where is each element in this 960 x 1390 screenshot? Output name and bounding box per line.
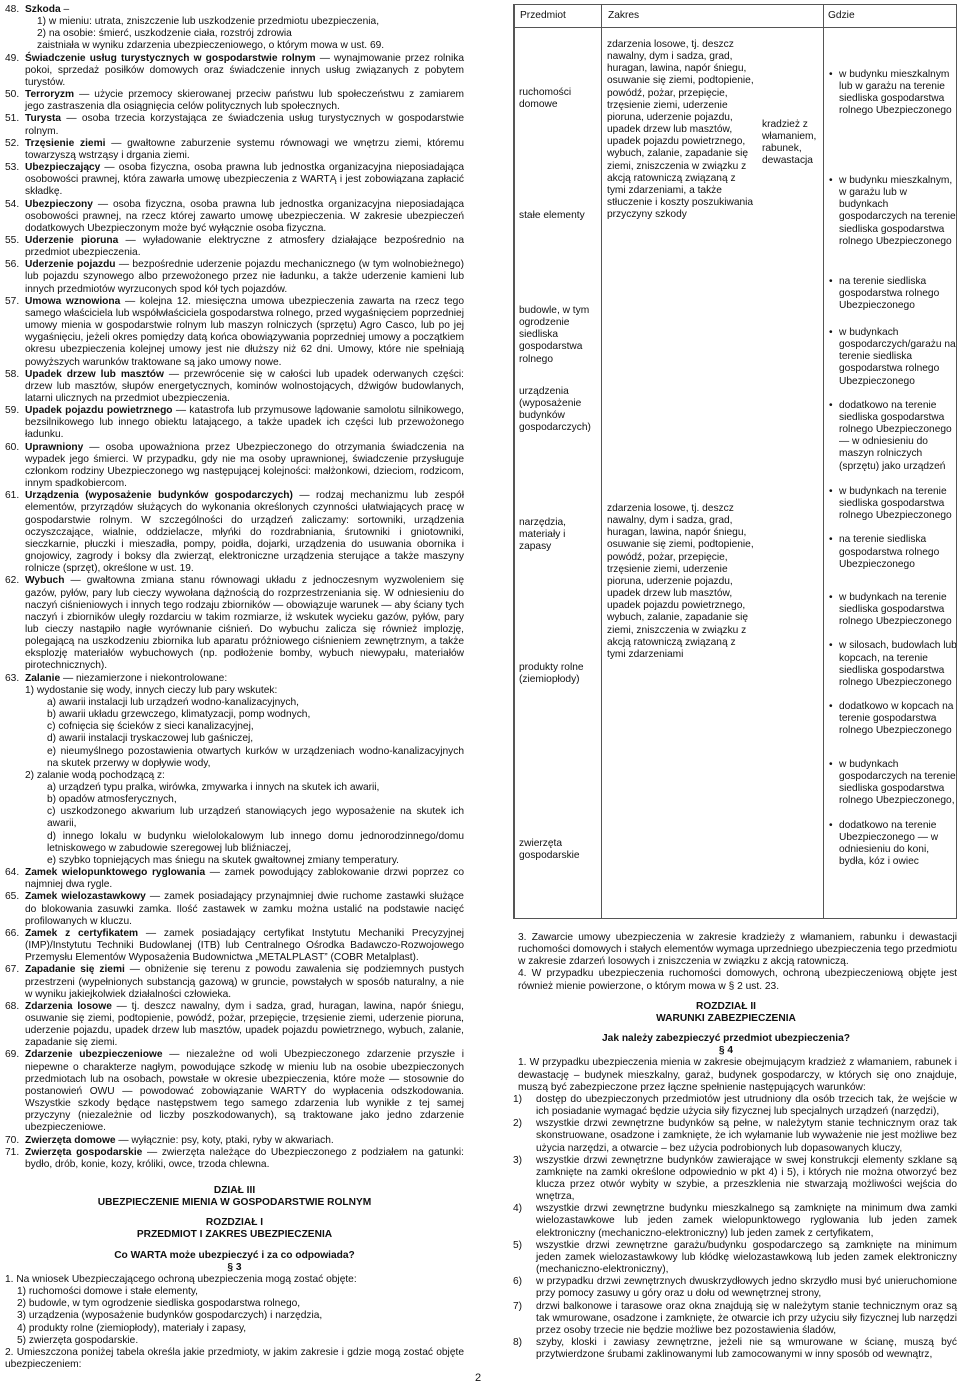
table-header-subject: Przedmiot (520, 10, 566, 21)
definition-number: 49. (5, 52, 20, 64)
definition-number: 60. (5, 441, 20, 453)
definition-number: 61. (5, 490, 20, 502)
definition-item (5, 1001, 464, 1050)
left-column (5, 4, 464, 1371)
definition-item (5, 1049, 464, 1134)
definition-item (5, 4, 464, 16)
definition-text: — osoba trzecia korzystająca ze świadczenia usług turystycznych w gospodarstwie rolnym. (25, 113, 464, 137)
paragraph-mark: § 3 (227, 1261, 242, 1273)
definition-subitem: 1) w mieniu: utrata, zniszczenie lub uszkodzenie przedmiotu ubezpieczenia, (37, 16, 380, 28)
condition-text: wszystkie drzwi zewnętrzne budynków są pełne, w należytym stanie technicznym oraz tak skonstruowane, osadzone i zamknięte, że ich wyłamanie lub wyważenie nie jest możliwe bez użycia narzędzi, a otwarcie – bez użycia podrobionych lub dopasowanych kluczy, (536, 1118, 957, 1154)
table-subject: ruchomości domowe (519, 87, 572, 111)
definition-term: Zamek wielozastawkowy (25, 891, 146, 903)
definition-text: — zamek posiadający przynajmniej dwie ruchome zastawki służące do blokowania zasuwki zamka. Ilość zastawek w zamku można ustalić na podstawie nacięć profilowanych w kluczu. (25, 891, 464, 927)
definition-term: Zalanie (25, 672, 61, 684)
definition-item (5, 113, 464, 137)
right-point-1: 1. W przypadku ubezpieczenia mienia w zakresie obejmującym kradzież z włamaniem, rabunek i dewastację – budynek mieszkalny, garaż, budynek gospodarczy, w których się ono znajduje, muszą być zabezpieczone przez łączne spełnienie następujących warunków: (518, 1057, 957, 1093)
table-where-item: • w silosach, budowlach lub kopcach, na terenie siedliska gospodarstwa rolnego Ubezpieczonego (839, 640, 957, 689)
zalanie-subitem: e) szybko topniejących mas śniegu na skutek gwałtownej zmiany temperatury. (47, 854, 400, 866)
page-number: 2 (475, 1372, 482, 1384)
definition-text: — zwierzęta należące do Ubezpieczonego z podziałem na gatunki: bydło, drób, konie, kozy, króliki, owce, trzoda chlewna. (25, 1146, 464, 1170)
definition-item (5, 369, 464, 405)
table-where-item: • dodatkowo na terenie siedliska gospodarstwa rolnego Ubezpieczonego — w odniesieniu do maszyn rolniczych (sprzętu) jako urządzeń (839, 400, 957, 473)
definition-text: — gwałtowne zaburzenie systemu równowagi we wnętrzu ziemi, któremu towarzyszą wstrząsy i drgania ziemi. (25, 137, 464, 161)
definition-subitem: zaistniała w wyniku zdarzenia ubezpieczeniowego, o którym mowa w ust. 69. (37, 40, 385, 52)
condition-item (513, 1240, 957, 1276)
definition-number: 66. (5, 927, 20, 939)
condition-number: 1) (513, 1093, 523, 1105)
definition-item (5, 296, 464, 369)
definition-number: 56. (5, 259, 20, 271)
definition-item (5, 891, 464, 927)
definition-text: — przewrócenie się w całości lub upadek oderwanych części: drzew lub masztów, słupów energetycznych, kominów wolnostojących, dźwigów budowlanych, latarni ulicznych na przedmiot ubezpieczenia. (25, 368, 464, 404)
table-subject: narzędzia, materiały i zapasy (519, 517, 567, 553)
definition-number: 57. (5, 295, 20, 307)
definition-term: Turysta (25, 113, 62, 125)
list-item: 2) budowle, w tym ogrodzenie siedliska gospodarstwa rolnego, (17, 1298, 301, 1310)
definition-text: — katastrofa lub przymusowe lądowanie samolotu silnikowego, bezsilnikowego lub innego obiektu latającego, a także upadek ich części lub przewożonego ładunku. (25, 405, 464, 441)
zalanie-subitem: a) awarii instalacji lub urządzeń wodno-kanalizacyjnych, (47, 696, 299, 708)
definition-text: – (60, 4, 70, 15)
definition-term: Zwierzęta domowe (25, 1134, 116, 1146)
table-where-group (827, 175, 957, 260)
definition-item (5, 89, 464, 113)
definition-item (5, 490, 464, 575)
table-header-where: Gdzie (828, 10, 855, 21)
definition-item (5, 405, 464, 441)
zalanie-subitem: b) awarii układu grzewczego, klimatyzacji, pomp wodnych, (47, 709, 311, 721)
paragraph2-mark: § 4 (718, 1045, 734, 1057)
definition-number: 52. (5, 137, 20, 149)
definition-text: — wyłącznie: psy, koty, ptaki, ryby w akwariach. (115, 1134, 334, 1146)
list-item: 1) ruchomości domowe i stałe elementy, (17, 1286, 198, 1298)
condition-text: wszystkie drzwi zewnętrzne budynków zawierające w swej konstrukcji elementy szklane są zamknięte na zamki określone odpowiednio w pkt 4) i 5), i których nie można otworzyć bez klucza przez otwór wybity w szybie, a przeszklenia nie stwarzają możliwości wejścia do wnętrza, (536, 1154, 957, 1203)
definition-number: 68. (5, 1000, 20, 1012)
definition-text: — osoba fizyczna, osoba prawna lub jednostka organizacyjna nieposiadająca osobowości prawnej, która zawarła umowę ubezpieczenia z WARTĄ i jest zobowiązana zapłacić składkę. (25, 162, 464, 198)
condition-number: 3) (513, 1154, 523, 1166)
table-subject: stałe elementy (519, 210, 585, 221)
table-where-item: • na terenie siedliska gospodarstwa rolnego Ubezpieczonego (839, 276, 957, 312)
zalanie-subitem: e) nieumyślnego pozostawienia otwartych kurków w urządzeniach wodno-kanalizacyjnych na skutek przerwy w dopływie wody, (47, 745, 464, 769)
definition-text: — zamek posiadający certyfikat Instytutu Mechaniki Precyzyjnej (IMP)/Instytutu Techniki Budowlanej (ITB) lub Centralnego Ośrodka Badawczo-Rozwojowego Przemysłu Elementów Wyposażenia Budownictwa „METALPLAST” (COBR Metalplast). (25, 927, 464, 964)
zalanie-subitem: c) uszkodzonego akwarium lub urządzeń stanowiących jego wyposażenie na skutek ich awarii, (47, 806, 464, 830)
definition-number: 69. (5, 1049, 20, 1061)
zalanie-subitem: b) opadów atmosferycznych, (47, 794, 177, 806)
definition-number: 50. (5, 89, 20, 101)
table-where-item: • na terenie siedliska gospodarstwa rolnego Ubezpieczonego (839, 534, 957, 570)
condition-item (513, 1337, 957, 1361)
definition-number: 65. (5, 891, 20, 903)
table-scope-random-events-1: zdarzenia losowe, tj. deszcz nawalny, dym i sadza, grad, huragan, lawina, napór śniegu, osuwanie się ziemi, podtopienie, powódź, pożar, przepięcie, trzęsienie ziemi, uderzenie pioruna, uderzenie pojazdu, upadek drzew lub masztów, upadek pojazdu powietrznego, wybuch, zalanie, zapadanie się ziemi, zniszczenia w związku z akcją ratowniczą związaną z tymi zdarzeniami, a także stłuczenie i koszty poszukiwania przyczyny szkody (607, 39, 754, 221)
condition-text: w przypadku drzwi zewnętrznych dwuskrzydłowych jedno skrzydło musi być unieruchomione przy pomocy zasuwy u góry oraz u dołu od wewnętrznej strony, (536, 1276, 957, 1300)
definition-term: Zdarzenia losowe (25, 1000, 112, 1012)
definition-term: Terroryzm (25, 89, 75, 101)
zalanie-subitem: d) innego lokalu w budynku wielolokalowym lub innego domu jednorodzinnego/domu letniskowego w zabudowie szeregowej lub bliźniaczej, (47, 830, 464, 854)
definition-term: Zamek z certyfikatem (25, 927, 139, 939)
definition-number: 59. (5, 405, 20, 417)
rozdzial2-heading: ROZDZIAŁ II (696, 1000, 756, 1012)
definition-item (5, 673, 464, 685)
definition-item (5, 199, 464, 235)
rozdzial2-title: WARUNKI ZABEZPIECZENIA (656, 1012, 796, 1024)
definition-term: Zdarzenie ubezpieczeniowe (25, 1049, 163, 1061)
table-where-group (827, 327, 957, 485)
zalanie-list (5, 685, 464, 867)
definition-text: — zamek powodujący zablokowanie drzwi poprzez co najmniej dwa rygle. (25, 867, 464, 891)
condition-item (513, 1094, 957, 1118)
condition-text: szyby, kloski i zawiasy zewnętrzne, jeżeli nie są wmurowane w ścianę, muszą być przytwierdzone śrubami zaklinowanymi lub zamocowanymi w inny sposób od wewnątrz, (536, 1337, 957, 1361)
definition-number: 70. (5, 1134, 20, 1146)
definition-item (5, 138, 464, 162)
condition-item (513, 1118, 957, 1154)
zalanie-subitem: a) urządzeń typu pralka, wirówka, zmywarka i innych na skutek ich awarii, (47, 782, 380, 793)
condition-number: 7) (513, 1300, 523, 1312)
condition-text: wszystkie drzwi zewnętrzne budynku mieszkalnego są zamknięte na minimum dwa zamki wielozastawkowe lub jeden zamek wielopunktowego ryglowania lub jeden zamek elektroniczny (mechaniczno-elektroniczny) lub jeden zamek z certyfikatem, (536, 1203, 957, 1239)
definition-item (5, 162, 464, 198)
condition-item (513, 1301, 957, 1337)
definition-term: Upadek drzew lub masztów (25, 368, 164, 380)
definition-text: — kolejna 12. miesięczna umowa ubezpieczenia zawarta na rzecz tego samego właściciela lub współwłaściciela gospodarstwa rolnego, przed wygaśnięciem poprzedniej umowy mienia w gospodarstwie rolnym lub maszyn rolniczych (sprzętu) Agro Casco, lub po jej wygaśnięciu, jeżeli okres pomiędzy datą końca obowiązywania poprzedniej umowy a początkiem okresu ubezpieczenia kolejnej umowy jest nie dłuższy niż 62 dni. Umowy, które nie spełniają powyższych warunków traktowane są jako umowy nowe. (25, 295, 464, 368)
definition-number: 48. (5, 4, 20, 15)
condition-item (513, 1203, 957, 1239)
zalanie-subitem: d) awarii instalacji tryskaczowej lub gaśniczej, (47, 733, 254, 745)
definition-item (5, 1135, 464, 1147)
dzial-title: UBEZPIECZENIE MIENIA W GOSPODARSTWIE ROLNYM (97, 1197, 372, 1209)
definition-term: Zamek wielopunktowego ryglowania (25, 867, 206, 879)
table-where-group (827, 276, 957, 324)
table-subject: budowle, w tym ogrodzenie siedliska gospodarstwa rolnego (519, 305, 590, 365)
list-item: 4) produkty rolne (ziemiopłody), materiały i zapasy, (17, 1322, 247, 1334)
definition-text: — bezpośrednie uderzenie pojazdu mechanicznego (w tym wolnobieżnego) lub pojazdu szynowego albo przewożonego przez nie ładunku, a także uderzenie kamieni lub innych przedmiotów wyrzuconych spod kół tych pojazdów. (25, 259, 464, 295)
table-where-item: • w budynku mieszkalnym lub w garażu na terenie siedliska gospodarstwa rolnego Ubezpieczonego (839, 69, 957, 118)
definition-term: Szkoda (25, 4, 61, 15)
zalanie-point-1: 1) wydostanie się wody, innych cieczy lub pary wskutek: (25, 684, 278, 696)
rozdzial-title: PRZEDMIOT I ZAKRES UBEZPIECZENIA (136, 1229, 333, 1241)
condition-number: 6) (513, 1276, 523, 1288)
definition-text: — wynajmowanie przez rolnika pokoi, sprzedaż posiłków domowych oraz świadczenie innych usług związanych z pobytem turystów. (25, 52, 464, 88)
condition-item (513, 1155, 957, 1204)
definition-text: — osoba upoważniona przez Ubezpieczonego do otrzymania świadczenia na wypadek jego śmierci. W przypadku, gdy nie ma osoby uprawnionej, świadczenie przysługuje członkom rodziny Ubezpieczonego wg następującej kolejności: małżonkowi, dzieciom, rodzicom, innym spadkobiercom. (25, 441, 464, 490)
table-where-item: • dodatkowo w kopcach na terenie gospodarstwa rolnego Ubezpieczonego (839, 701, 957, 737)
table-subject: zwierzęta gospodarskie (519, 838, 580, 862)
definition-text: — niezależne od woli Ubezpieczonego zdarzenie przyszłe i niepewne o charakterze nagłym, powodujące szkodę w mieniu lub na osobie ubezpieczonych przedmiotach lub na osobach, powstałe w okresie ubezpieczenia, które może — stosownie do postanowień OWU — powodować zobowiązanie WARTY do wypłacenia odszkodowania. Wszystkie szkody będące następstwem tego samego zdarzenia lub wynikłe z tej samej przyczyny (niezależnie od liczby poszkodowanych), są traktowane jako jedno zdarzenie ubezpieczeniowe. (25, 1049, 464, 1134)
definition-term: Ubezpieczony (25, 198, 93, 210)
definition-term: Uderzenie pioruna (25, 234, 119, 246)
definition-item (5, 442, 464, 491)
definition-item (5, 53, 464, 89)
definition-text: — osoba fizyczna, osoba prawna lub jednostka organizacyjna nieposiadająca osobowości prawnej, na rzecz której zawarto umowę ubezpieczenia. W zakresie ubezpieczeń dodatkowych Ubezpieczonym może być wyłącznie osoba fizyczna. (25, 198, 464, 234)
definition-term: Świadczenie usług turystycznych w gospodarstwie rolnym (25, 52, 316, 64)
condition-text: drzwi balkonowe i tarasowe oraz okna znajdują się w należytym stanie technicznym oraz są tak wmurowane, osadzone i zamknięte, że otwarcie ich przy użyciu siły fizycznej lub narzędzi przez osoby trzecie nie będzie możliwe bez pozostawienia śladów, (536, 1300, 957, 1336)
zalanie-subitem: c) cofnięcia się ścieków z sieci kanalizacyjnej, (47, 721, 254, 733)
table-where-group (827, 69, 957, 130)
definition-term: Ubezpieczający (25, 162, 101, 174)
definition-number: 67. (5, 964, 20, 976)
condition-number: 5) (513, 1239, 523, 1251)
definition-term: Urządzenia (wyposażenie budynków gospodarczych) (25, 490, 293, 502)
table-where-item: • w budynkach na terenie siedliska gospodarstwa rolnego Ubezpieczonego (839, 592, 957, 628)
zalanie-point-2: 2) zalanie wodą pochodzącą z: (25, 769, 165, 781)
definition-item (5, 259, 464, 295)
definition-item (5, 867, 464, 891)
table-where-item: • w budynkach gospodarczych na terenie siedliska gospodarstwa rolnego Ubezpieczonego, (839, 759, 957, 808)
table-subject: urządzenia (wyposażenie budynków gospodarczych) (519, 386, 591, 434)
definition-text: — niezamierzone i niekontrolowane: (60, 672, 228, 684)
table-scope-theft: kradzież z włamaniem, rabunek, dewastacja (762, 119, 817, 167)
condition-item (513, 1276, 957, 1300)
table-scope-random-events-2: zdarzenia losowe, tj. deszcz nawalny, dym i sadza, grad, huragan, lawina, napór śniegu, osuwanie się ziemi, podtopienie, powódź, pożar, przepięcie, trzęsienie ziemi, uderzenie pioruna, uderzenie pojazdu, upadek drzew lub masztów, upadek pojazdu powietrznego, wybuch, zalanie, zapadanie się ziemi, zniszczenia w związku z akcją ratowniczą związaną z tymi zdarzeniami (607, 503, 754, 660)
condition-text: wszystkie drzwi zewnętrzne garażu/budynku gospodarczego są zamknięte na minimum jeden zamek wielozastawkowy lub kłódkę wielozastawkową lub jeden zamek elektroniczny (mechaniczno-elektroniczny), (536, 1239, 957, 1276)
section-point-1: 1. Na wniosek Ubezpieczającego ochroną ubezpieczenia mogą zostać objęte: (5, 1273, 357, 1285)
list-item: 3) urządzenia (wyposażenie budynków gospodarczych) i narzędzia, (17, 1310, 323, 1322)
definition-term: Uprawniony (25, 441, 84, 453)
definition-number: 55. (5, 234, 20, 246)
condition-number: 8) (513, 1337, 523, 1348)
right-point-3: 3. Zawarcie umowy ubezpieczenia w zakresie kradzieży z włamaniem, rabunku i dewastacji ruchomości domowych i stałych elementów wymaga uprzedniego ubezpieczenia tego przedmiotu w zakresie zdarzeń losowych i zniszczenia w związku z akcją ratowniczą. (518, 932, 957, 968)
dzial-heading: DZIAŁ III (213, 1185, 256, 1196)
table-where-item: • w budynku mieszkalnym, w garażu lub w budynkach gospodarczych na terenie siedliska gospodarstwa rolnego Ubezpieczonego (839, 175, 957, 248)
definition-term: Zwierzęta gospodarskie (25, 1146, 143, 1158)
definition-item (5, 1147, 464, 1171)
list-item: 5) zwierzęta gospodarskie. (17, 1334, 139, 1346)
right-point-4: 4. W przypadku ubezpieczenia ruchomości domowych, ochroną ubezpieczeniową objęte jest również mienie powierzone, o którym mowa w § 2 ust. 23. (518, 968, 957, 992)
definition-number: 53. (5, 162, 20, 174)
right-column (495, 932, 957, 1361)
definition-text: — gwałtowna zmiana stanu równowagi układu z jednoczesnym wyzwoleniem się gazów, pyłów, pary lub cieczy wywołana dążnością do rozprzestrzeniania się. W odniesieniu do naczyń ciśnieniowych i innych tego rodzaju zbiorników — obowiązuje warunek — aby ściany tych naczyń i zbiorników uległy rozdarciu w takim rozmiarze, iż wskutek wycieku gazów, pyłów, pary lub cieczy nastąpiło nagłe wyrównanie ciśnień. Do wybuchu zalicza się również implozję, polegającą na uszkodzeniu zbiornika lub aparatu próżniowego ciśnieniem zewnętrznym, a także eksplozję materiałów wybuchowych (np. podłożenie bomby, wybuch niewypału, materiałów pirotechnicznych). (25, 575, 464, 672)
definition-number: 51. (5, 113, 20, 125)
table-where-item: • w budynkach na terenie siedliska gospodarstwa rolnego Ubezpieczonego (839, 486, 957, 522)
table-subject: produkty rolne (ziemiopłody) (519, 662, 584, 686)
definition-number: 62. (5, 575, 20, 587)
definition-item (5, 235, 464, 259)
definition-item (5, 575, 464, 672)
condition-text: dostęp do ubezpieczonych przedmiotów jest utrudniony dla osób trzecich tak, że wejście w ich posiadanie wymagać będzie użycia siły fizycznej lub specjalnych urządzeń (narzędzi), (536, 1093, 957, 1118)
definition-number: 54. (5, 198, 20, 210)
definition-term: Umowa wznowiona (25, 295, 121, 307)
definition-subitem: 2) na osobie: śmierć, uszkodzenie ciała, rozstrój zdrowia (37, 28, 292, 40)
section-point-2: 2. Umieszczona poniżej tabela określa jakie przedmioty, w jakim zakresie i gdzie mogą zostać objęte ubezpieczeniem: (5, 1346, 464, 1371)
definition-text: — użycie przemocy skierowanej przeciw państwu lub społeczeństwu z zamiarem jego zastraszenia dla osiągnięcia celów politycznych lub społecznych. (25, 89, 464, 113)
definition-number: 58. (5, 368, 20, 380)
definition-term: Upadek pojazdu powietrznego (25, 405, 173, 417)
table-where-group (827, 592, 957, 750)
section-question: Co WARTA może ubezpieczyć i za co odpowiada? (114, 1249, 355, 1261)
table-where-item: • dodatkowo na terenie Ubezpieczonego — w odniesieniu do koni, bydła, kóz i owiec (839, 820, 957, 869)
table-where-group (827, 759, 957, 880)
condition-number: 4) (513, 1203, 523, 1215)
section2-question: Jak należy zabezpieczyć przedmiot ubezpieczenia? (602, 1033, 850, 1045)
table-where-item: • w budynkach gospodarczych/garażu na terenie siedliska gospodarstwa rolnego Ubezpieczonego (839, 327, 957, 388)
definition-text: — wyładowanie elektryczne z atmosfery działające bezpośrednio na przedmiot ubezpieczenia. (25, 234, 464, 259)
definition-text: — rodzaj mechanizmu lub zespół elementów, przyrządów służących do wykonania określonych czynności ułatwiających pracę w gospodarstwie rolnym. W szczególności do urządzeń zaliczamy: sortowniki, urządzenia oczyszczające, wialnie, oddzielacze, młyńki do rozdrabniania, śrutowniki i gniotowniki, sieczkarnie, płuczki i mieszadła, pompy, poidła, dojarki, urządzenia do usuwania obornika i gnojowicy, zagrody i boksy dla zwierząt, elektroniczne urządzenia sterujące a także maszyny rolnicze (sprzęt), określone w ust. 19. (25, 490, 464, 575)
definition-item (5, 964, 464, 1000)
definition-text: — tj. deszcz nawalny, dym i sadza, grad, huragan, lawina, napór śniegu, osuwanie się ziemi, podtopienie, powódź, pożar, przepięcie, trzęsienie ziemi, uderzenie pioruna, uderzenie pojazdu, upadek drzew lub masztów, upadek pojazdu powietrznego, wybuch, zalanie, zapadanie się ziemi. (25, 1000, 464, 1049)
table-where-group (827, 486, 957, 583)
definition-item (5, 928, 464, 964)
definition-term: Zapadanie się ziemi (25, 964, 125, 976)
condition-number: 2) (513, 1118, 523, 1130)
definition-term: Wybuch (25, 575, 65, 587)
definition-term: Trzęsienie ziemi (25, 137, 106, 149)
definition-term: Uderzenie pojazdu (25, 259, 116, 271)
definition-number: 71. (5, 1146, 20, 1158)
coverage-table (513, 4, 957, 919)
definition-text: — obniżenie się terenu z powodu zawalenia się podziemnych pustych przestrzeni (wypełnionych substancją gazową) w gruncie, powstałych w sposób naturalny, a nie w wyniku jakiejkolwiek działalności człowieka. (25, 964, 465, 1000)
table-header-scope: Zakres (608, 10, 640, 21)
definition-number: 64. (5, 867, 20, 879)
definition-number: 63. (5, 672, 20, 684)
rozdzial-heading: ROZDZIAŁ I (205, 1217, 264, 1229)
